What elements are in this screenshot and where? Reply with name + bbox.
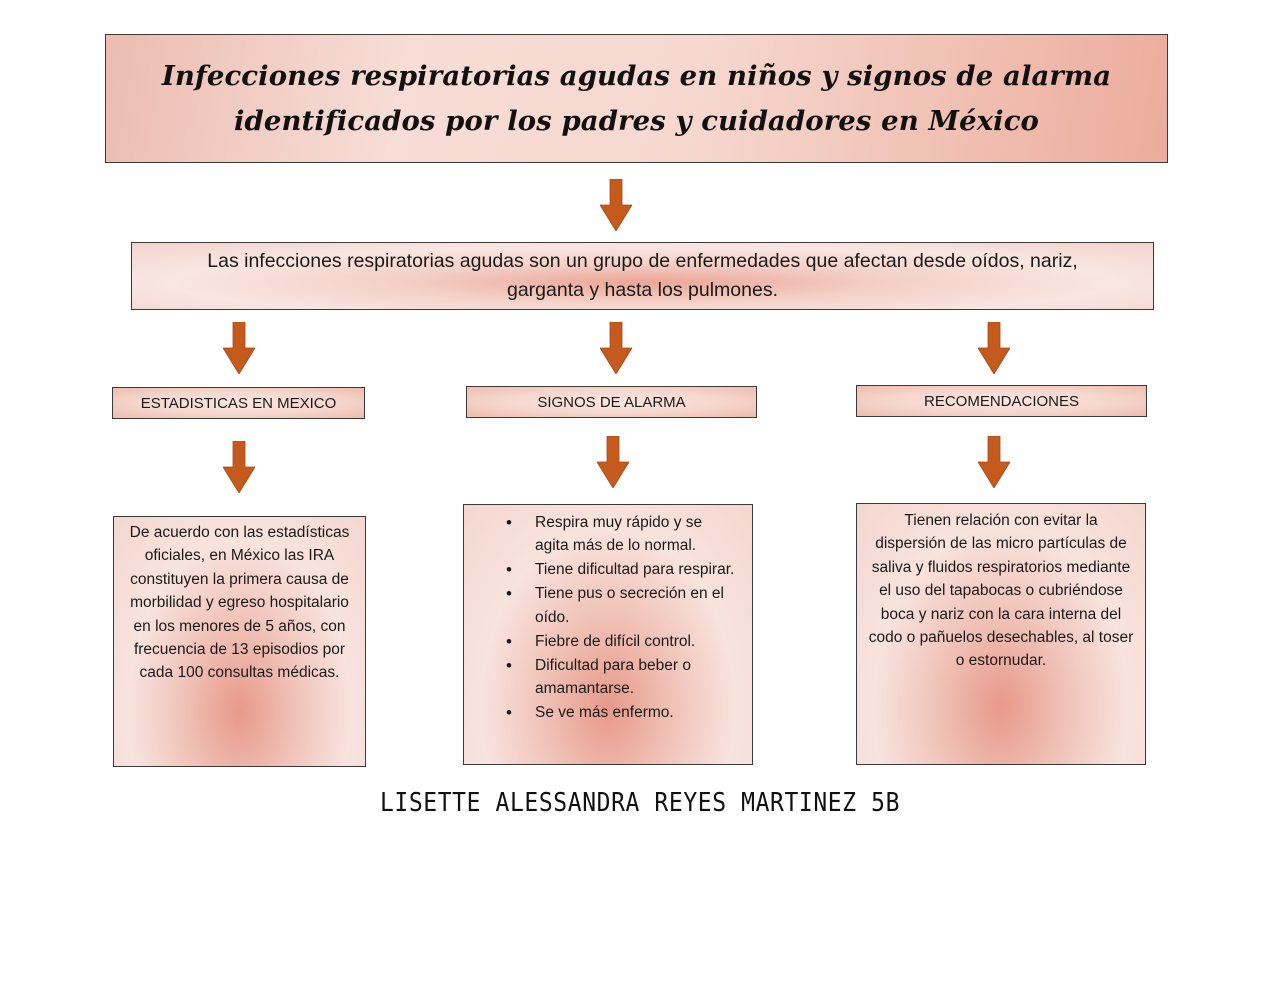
- recommendations-content-box: [856, 503, 1146, 765]
- down-arrow-icon: [597, 436, 629, 488]
- alarm-signs-list: [486, 511, 738, 725]
- statistics-text: De acuerdo con las estadísticas oficiales, en México las IRA constituyen la primera causa de morbilidad y egreso hospitalario en los menores de 5 años, con frecuencia de 13 episodios por cada 100 consultas médicas.: [129, 524, 350, 682]
- down-arrow-icon: [223, 441, 255, 493]
- down-arrow-icon: [223, 322, 255, 374]
- down-arrow-icon: [600, 322, 632, 374]
- statistics-heading-box: [112, 387, 365, 419]
- alarm-signs-heading-box: [466, 386, 757, 418]
- title-box: [105, 34, 1168, 163]
- down-arrow-icon: [600, 179, 632, 231]
- statistics-heading: ESTADISTICAS EN MEXICO: [140, 394, 337, 412]
- intro-text: Las infecciones respiratorias agudas son un grupo de enfermedades que afectan desde oídos, nariz, garganta y hasta los pulmones.: [207, 250, 1078, 301]
- list-item: • Dificultad para beber o amamantarse.: [486, 654, 738, 701]
- diagram-title: Infecciones respiratorias agudas en niños y signos de alarma identificados por los padres y cuidadores en México: [161, 59, 1112, 137]
- alarm-signs-heading: SIGNOS DE ALARMA: [537, 393, 686, 411]
- list-item: • Respira muy rápido y se agita más de lo normal.: [486, 511, 738, 558]
- recommendations-heading: RECOMENDACIONES: [923, 392, 1080, 410]
- down-arrow-icon: [978, 322, 1010, 374]
- down-arrow-icon: [978, 436, 1010, 488]
- list-item: • Tiene dificultad para respirar.: [486, 558, 738, 581]
- list-item: • Se ve más enfermo.: [486, 701, 738, 724]
- recommendations-heading-box: [856, 385, 1147, 417]
- list-item: • Fiebre de difícil control.: [486, 630, 738, 653]
- list-item: • Tiene pus o secreción en el oído.: [486, 582, 738, 629]
- recommendations-text: Tienen relación con evitar la dispersión de las micro partículas de saliva y fluidos respiratorios mediante el uso del tapabocas o cubriéndose boca y nariz con la cara interna del codo o pañuelos desechables, al toser o estornudar.: [868, 512, 1134, 670]
- intro-box: [131, 242, 1154, 310]
- alarm-signs-content-box: [463, 504, 753, 765]
- statistics-content-box: [113, 516, 366, 767]
- author-name: LISETTE ALESSANDRA REYES MARTINEZ 5B: [379, 788, 901, 818]
